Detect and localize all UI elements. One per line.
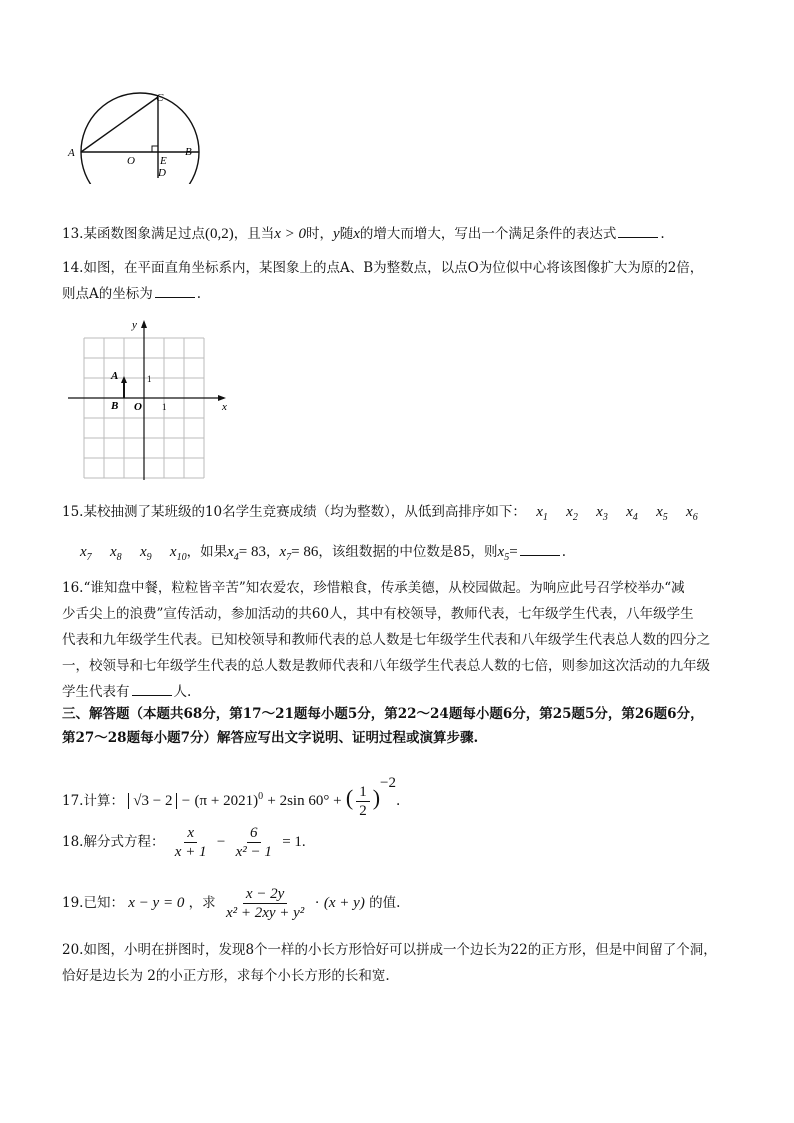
label-b: B — [185, 146, 192, 158]
answer-blank[interactable] — [155, 285, 195, 298]
segment-arrow-icon — [121, 376, 127, 383]
chord-ac — [81, 97, 158, 152]
right-angle-mark — [152, 146, 158, 152]
question-14-line1: 14.如图，在平面直角坐标系内，某图象上的点A、B为整数点，以点O为位似中心将该图像扩大为原的2倍， — [62, 260, 704, 276]
answer-blank[interactable] — [132, 683, 172, 696]
question-15-line2: $x_7$ $x_8$ $x_9$ $x_{10}$，如果$x_4= 83$，$x_7= 86$，该组数据的中位数是85，则$x_5=$ . — [80, 544, 566, 563]
question-18: 18.解分式方程： $\frac{x}{x + 1}$ − $\frac{6}{\text{x² − 1}}$ = 1. — [62, 825, 306, 860]
question-16-line1: 16.“谁知盘中餐，粒粒皆辛苦”知农爱农，珍惜粮食，传承美德，从校园做起。为响应此号召学校举办“减 — [62, 580, 685, 596]
label-o: O — [127, 155, 135, 167]
question-13: 13.某函数图象满足过点(0,2)，且当x > 0时，y随x的增大而增大，写出一个满足条件的表达式 . — [62, 226, 665, 242]
section-3-header-line2: 第27～28题每小题7分）解答应写出文字说明、证明过程或演算步骤. — [62, 730, 479, 746]
section-3-header-line1: 三、解答题（本题共68分，第17～21题每小题5分，第22～24题每小题6分，第25题5分，第26题6分， — [62, 706, 704, 722]
label-c: C — [156, 92, 164, 104]
question-20-line1: 20.如图，小明在拼图时，发现8个一样的小长方形恰好可以拼成一个边长为22的正方形，但是中间留了个洞， — [62, 942, 717, 958]
question-16-line2: 少舌尖上的浪费”宣传活动，参加活动的共60人，其中有校领导，教师代表，七年级学生代表，八年级学生 — [62, 606, 694, 622]
question-15-line1: 15.某校抽测了某班级的10名学生竞赛成绩（均为整数），从低到高排序如下： $x_1$ $x_2$ $x_3$ $x_4$ $x_5$ $x_6$ — [62, 504, 698, 523]
question-17: 17.计算： $√3 - 2 - (\pi + 2021)^0 + 2\sin$ 60° + ( $\frac{1}{2}$ )$^{-2}$. — [62, 775, 401, 819]
circle-figure — [62, 92, 202, 184]
answer-blank[interactable] — [520, 543, 560, 556]
question-16-line3: 代表和九年级学生代表。已知校领导和教师代表的总人数是七年级学生代表和八年级学生代表总人数的四分之 — [62, 632, 710, 648]
label-b: B — [111, 400, 119, 412]
axis-label-y: y — [132, 319, 137, 331]
question-19: 19.已知： x − y = 0 ，求 $\frac{x - 2y}{\text{x² + 2xy + y²}}$ · (x + y) 的值. — [62, 886, 401, 921]
tick-y-1: 1 — [147, 374, 152, 384]
tick-x-1: 1 — [162, 402, 167, 412]
question-16-line5: 学生代表有 人. — [62, 684, 192, 700]
coordinate-grid-figure — [64, 318, 234, 483]
question-14-line2: 则点A的坐标为 . — [62, 286, 202, 302]
label-a: A — [68, 147, 75, 159]
label-a: A — [111, 370, 119, 382]
axis-label-x: x — [222, 401, 227, 413]
y-axis-arrow-icon — [141, 320, 147, 328]
label-d: D — [158, 167, 166, 179]
question-20-line2: 恰好是边长为 2的小正方形，求每个小长方形的长和宽. — [62, 968, 390, 984]
label-o: O — [134, 401, 142, 413]
q13-number: 13. — [62, 226, 84, 242]
label-e: E — [160, 155, 167, 167]
q13-point: (0,2) — [204, 226, 234, 242]
question-16-line4: 一，校领导和七年级学生代表的总人数是教师代表和八年级学生代表总人数的七倍，则参加这次活动的九年级 — [62, 658, 710, 674]
answer-blank[interactable] — [618, 225, 658, 238]
